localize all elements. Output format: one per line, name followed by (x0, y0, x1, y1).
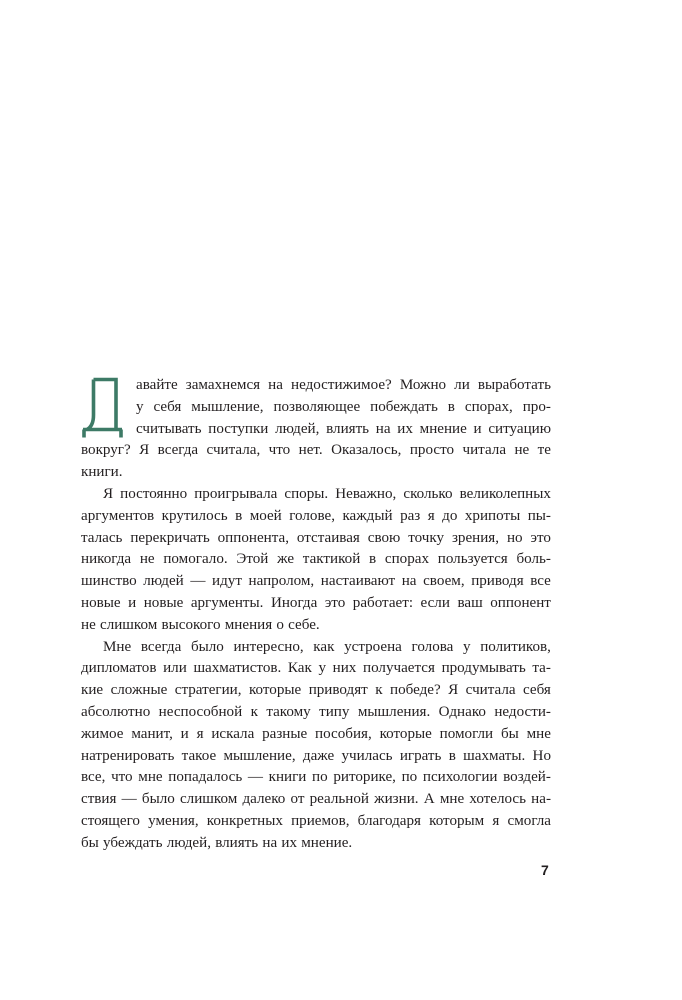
text-line: у себя мышление, позволяющее побеждать в спорах, про- (136, 398, 551, 415)
drop-cap (81, 377, 125, 439)
text-line: талась перекричать оппонента, отстаивая свою точку зрения, но это (81, 529, 551, 546)
text-line: абсолютно неспособной к такому типу мышления. Однако недости- (81, 703, 551, 720)
text-line: не слишком высокого мнения о себе. (81, 616, 320, 633)
text-line: жимое манит, и я искала разные пособия, которые помогли бы мне (81, 725, 551, 742)
text-line: все, что мне попадалось — книги по риторике, по психологии воздей- (81, 769, 551, 786)
text-line: вокруг? Я всегда считала, что нет. Оказалось, просто читала не те (81, 442, 551, 459)
paragraph (81, 484, 551, 637)
body-text (81, 375, 551, 855)
text-line: считывать поступки людей, влиять на их мнение и ситуацию (136, 420, 551, 437)
text-line: аргументов крутилось в моей голове, каждый раз я до хрипоты пы- (81, 507, 551, 524)
paragraphs (81, 375, 551, 855)
text-line: авайте замахнемся на недостижимое? Можно ли выработать (136, 377, 551, 393)
text-line: ствия — было слишком далеко от реальной жизни. А мне хотелось на- (81, 791, 551, 808)
paragraph (81, 375, 551, 484)
text-line: стоящего умения, конкретных приемов, благодаря которым я смогла (81, 812, 551, 829)
text-line: Мне всегда было интересно, как устроена голова у политиков, (103, 638, 551, 655)
text-line: никогда не помогало. Этой же тактикой в спорах пользуется боль- (81, 551, 551, 568)
text-line: Я постоянно проигрывала споры. Неважно, сколько великолепных (103, 485, 551, 502)
page-number: 7 (541, 862, 549, 878)
text-line: шинство людей — идут напролом, настаивают на своем, приводя все (81, 573, 551, 590)
text-line: кие сложные стратегии, которые приводят к победе? Я считала себя (81, 682, 551, 699)
text-line: книги. (81, 464, 123, 481)
drop-cap-glyph (81, 377, 125, 439)
text-line: новые и новые аргументы. Иногда это работает: если ваш оппонент (81, 594, 551, 611)
text-line: натренировать такое мышление, даже училась играть в шахматы. Но (81, 747, 551, 764)
text-line: дипломатов или шахматистов. Как у них получается продумывать та- (81, 660, 551, 677)
paragraph (81, 637, 551, 855)
svg-text:Д: Д (81, 377, 82, 378)
text-line: бы убеждать людей, влиять на их мнение. (81, 834, 353, 851)
